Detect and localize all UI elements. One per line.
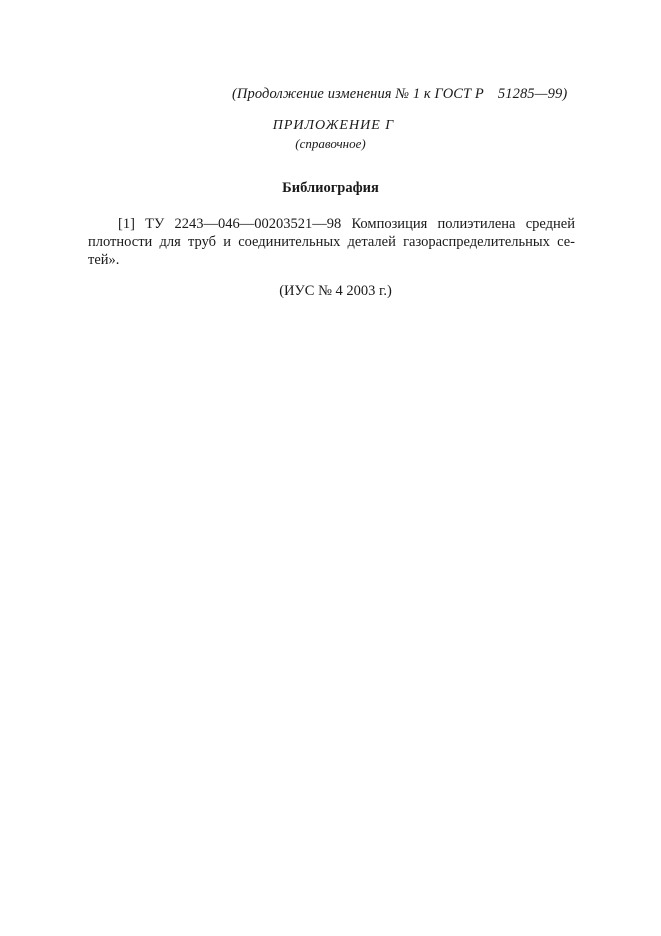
appendix-subtitle: (справочное) [295, 136, 366, 151]
bibliography-entry-line-1: [1] ТУ 2243—046—00203521—98 Композиция полиэтилена средней [118, 216, 575, 232]
continuation-header [232, 86, 567, 103]
bibliography-entry [88, 215, 575, 269]
appendix-title: ПРИЛОЖЕНИЕ Г [272, 118, 395, 133]
continuation-text: (Продолжение изменения № 1 к ГОСТ Р [232, 86, 484, 102]
standard-number: 51285—99) [497, 86, 568, 102]
ius-source-note: (ИУС № 4 2003 г.) [279, 283, 392, 299]
bibliography-entry-line-2: плотности для труб и соединительных деталей газораспределительных се- [88, 234, 575, 250]
bibliography-entry-line-3: тей». [88, 252, 120, 268]
bibliography-heading: Библиография [282, 180, 379, 196]
